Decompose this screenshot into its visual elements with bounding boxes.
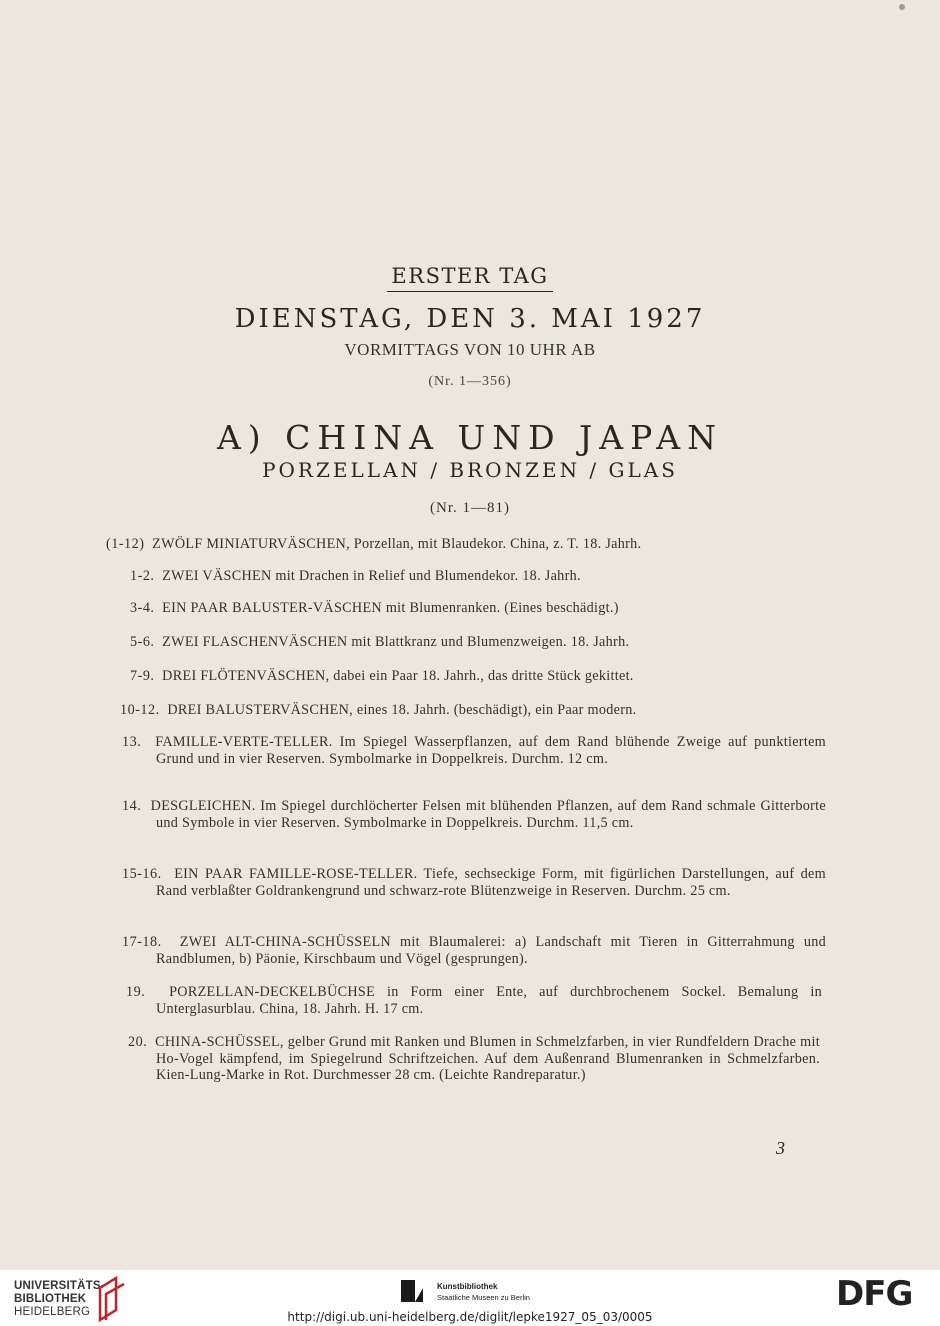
lot-number: 20. [128,1034,148,1050]
catalog-entry [126,984,822,1017]
date-heading: DIENSTAG, DEN 3. MAI 1927 [234,304,706,334]
footer-bar [0,1270,940,1326]
catalog-entry [130,568,790,585]
logo-text: Staatliche Museen zu Berlin [437,1293,530,1302]
lot-description: PORZELLAN-DECKELBÜCHSE in Form einer Ente, auf durchbrochenem Sockel. Bemalung in Unterglasurblau. China, 18. Jahrh. H. 17 cm. [156,984,822,1017]
lot-number: 15-16. [122,866,162,882]
page-number: 3 [776,1138,785,1158]
lot-description: FAMILLE-VERTE-TELLER. Im Spiegel Wasserpflanzen, auf dem Rand blühende Zweige auf punktiertem Grund und in vier Reserven. Symbolmarke in Doppelkreis. Durchm. 12 cm. [155,734,826,767]
lot-number: 5-6. [130,634,155,650]
dfg-logo[interactable]: DFG [836,1274,913,1314]
catalog-entry [106,536,790,553]
section-subtitle: PORZELLAN / BRONZEN / GLAS [262,458,678,482]
lot-description: ZWEI VÄSCHEN mit Drachen in Relief und Blumendekor. 18. Jahrh. [162,568,581,584]
catalog-entry [128,1034,820,1084]
lot-range: (Nr. 1—356) [428,374,512,389]
day-heading: ERSTER TAG [0,264,940,288]
logo-text: Kunstbibliothek [437,1282,498,1291]
lot-description: EIN PAAR FAMILLE-ROSE-TELLER. Tiefe, sechseckige Form, mit figürlichen Darstellungen, auf dem Rand verblaßter Goldrankengrund und schwarz-rote Blütenzweige in Reserven. Durchm. 25 cm. [156,866,826,899]
catalog-entry [130,668,794,685]
time-heading: VORMITTAGS VON 10 UHR AB [344,340,596,359]
lot-number: 10-12. [120,702,160,718]
catalog-entry [122,798,826,831]
logo-text: HEIDELBERG [14,1306,91,1318]
catalog-entry [130,634,794,651]
lot-description: CHINA-SCHÜSSEL, gelber Grund mit Ranken und Blumen in Schmelzfarben, in vier Rundfeldern Drache mit Ho-Vogel kämpfend, im Spiegelrund Schriftzeichen. Auf dem Außenrand Blumenranken in Schmelzfarben. Kien-Lung-Marke in Rot. Durchmesser 28 cm. (Leichte Randreparatur.) [155,1034,820,1083]
lot-description: ZWÖLF MINIATURVÄSCHEN, Porzellan, mit Blaudekor. China, z. T. 18. Jahrh. [152,536,642,552]
lot-number: 13. [122,734,142,750]
museum-emblem-icon [401,1280,431,1302]
catalog-entry [122,734,826,767]
lot-description: ZWEI ALT-CHINA-SCHÜSSELN mit Blaumalerei: a) Landschaft mit Tieren in Gitterrahmung und Randblumen, b) Päonie, Kirschbaum und Vögel (gesprungen). [156,934,827,967]
catalog-entry [120,702,792,719]
lot-number: 3-4. [130,600,155,616]
permalink-url[interactable]: http://digi.ub.uni-heidelberg.de/diglit/lepke1927_05_03/0005 [287,1310,653,1324]
section-title: A) CHINA UND JAPAN [216,418,724,457]
section-lot-range: (Nr. 1—81) [430,500,510,516]
logo-text: UNIVERSITÄTS- [14,1280,105,1292]
lot-number: 14. [122,798,142,814]
lot-number: 7-9. [130,668,155,684]
logo-text: BIBLIOTHEK [14,1293,87,1305]
catalog-entry [130,600,790,617]
lot-number: 19. [126,984,146,1000]
lot-description: ZWEI FLASCHENVÄSCHEN mit Blattkranz und Blumenzweigen. 18. Jahrh. [162,634,630,650]
lot-description: EIN PAAR BALUSTER-VÄSCHEN mit Blumenranken. (Eines beschädigt.) [162,600,619,616]
catalog-entry [122,866,826,899]
lot-description: DREI FLÖTENVÄSCHEN, dabei ein Paar 18. Jahrh., das dritte Stück gekittet. [162,668,634,684]
lot-description: DREI BALUSTERVÄSCHEN, eines 18. Jahrh. (beschädigt), ein Paar modern. [167,702,637,718]
lot-description: DESGLEICHEN. Im Spiegel durchlöcherter Felsen mit blühenden Pflanzen, auf dem Rand schmale Gitterborte und Symbole in vier Reserven. Symbolmarke in Doppelkreis. Durchm. 11,5 cm. [150,798,826,831]
lot-number: (1-12) [106,536,145,552]
scan-mark [899,4,905,10]
lot-number: 1-2. [130,568,155,584]
kunstbibliothek-logo[interactable] [401,1280,561,1304]
lot-number: 17-18. [122,934,162,950]
catalog-entry [122,934,826,967]
